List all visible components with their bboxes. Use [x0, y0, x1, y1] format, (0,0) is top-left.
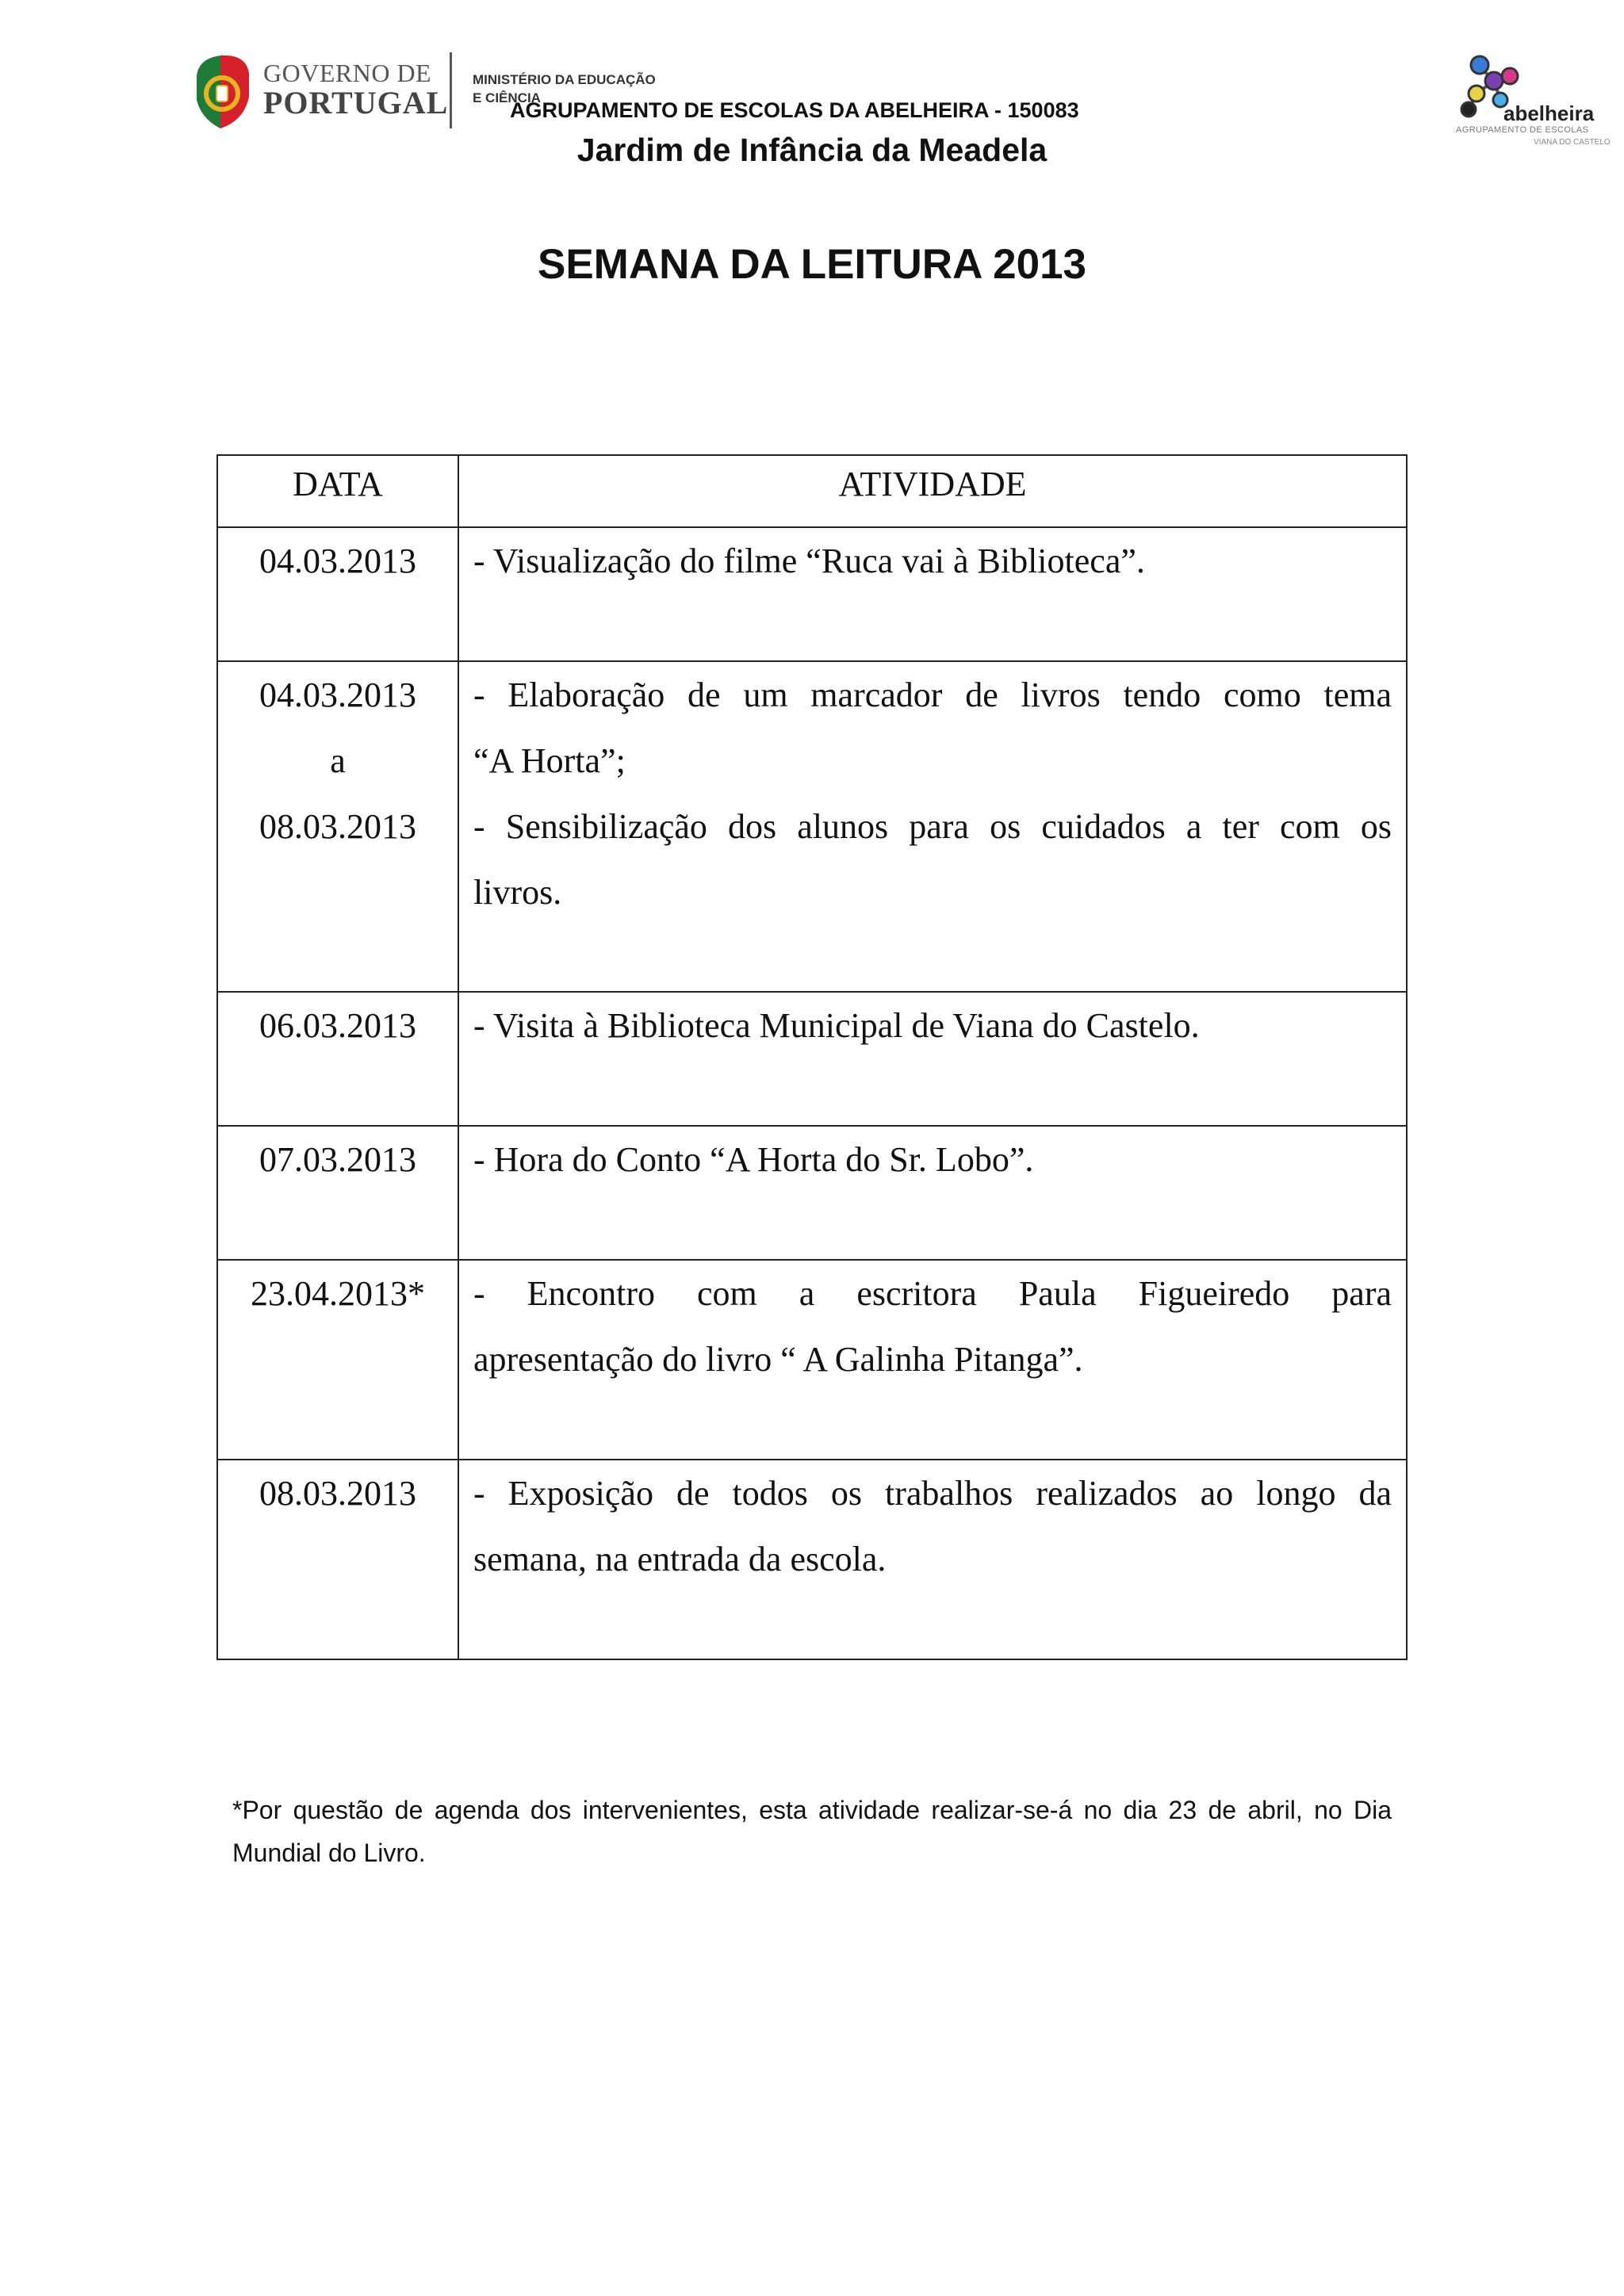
gov-logo-line2: PORTUGAL: [263, 85, 449, 121]
table-row: [217, 661, 1407, 992]
date-line: 08.03.2013: [259, 1474, 416, 1513]
activity-line: - Exposição de todos os trabalhos realizados ao longo da: [473, 1474, 1392, 1513]
activity-line: - Encontro com a escritora Paula Figueiredo para: [473, 1274, 1392, 1313]
activity-cell: [458, 1126, 1407, 1260]
activity-line: - Visualização do filme “Ruca vai à Biblioteca”.: [473, 541, 1145, 580]
date-line: a: [330, 741, 346, 780]
table-row: [217, 527, 1407, 661]
date-line: 04.03.2013: [259, 541, 416, 580]
date-cell: [217, 527, 458, 661]
activity-line: semana, na entrada da escola.: [473, 1540, 887, 1578]
activity-cell: [458, 661, 1407, 992]
footnote: *Por questão de agenda dos intervenientes, esta atividade realizar-se-á no dia 23 de abril, no Dia Mundial do Livro.: [232, 1796, 1392, 1867]
activity-cell: [458, 527, 1407, 661]
government-logo: [193, 49, 669, 136]
activity-line: - Elaboração de um marcador de livros tendo como tema: [473, 675, 1392, 714]
ministry-line1: MINISTÉRIO DA EDUCAÇÃO: [473, 72, 656, 87]
date-cell: [217, 661, 458, 992]
table-row: [217, 1260, 1407, 1460]
date-line: 04.03.2013: [259, 675, 416, 714]
school-logo-city: VIANA DO CASTELO: [1534, 138, 1611, 147]
school-logo-name: abelheira: [1503, 101, 1595, 125]
date-line: 07.03.2013: [259, 1140, 416, 1179]
activity-cell: [458, 1460, 1407, 1659]
table-row: [217, 1126, 1407, 1260]
activity-cell: [458, 1260, 1407, 1460]
document-title: SEMANA DA LEITURA 2013: [537, 241, 1087, 288]
logo-divider: [450, 52, 452, 128]
table-row: [217, 992, 1407, 1126]
activity-line: - Sensibilização dos alunos para os cuidados a ter com os: [473, 807, 1392, 846]
table-row: [217, 1460, 1407, 1659]
gov-logo-line1: GOVERNO DE: [263, 59, 432, 87]
activity-line: - Visita à Biblioteca Municipal de Viana do Castelo.: [473, 1006, 1200, 1045]
date-cell: [217, 992, 458, 1126]
schedule-table: [216, 454, 1408, 1660]
portugal-emblem-icon: [193, 52, 252, 132]
date-cell: [217, 1126, 458, 1260]
date-line: 06.03.2013: [259, 1006, 416, 1045]
date-line: 08.03.2013: [259, 807, 416, 846]
table-header-row: [217, 455, 1407, 527]
school-logo-subtitle: AGRUPAMENTO DE ESCOLAS: [1456, 125, 1589, 135]
activity-cell: [458, 992, 1407, 1126]
date-line: 23.04.2013*: [251, 1274, 425, 1313]
date-cell: [217, 1260, 458, 1460]
header-activity: ATIVIDADE: [458, 455, 1407, 527]
header-date: DATA: [217, 455, 458, 527]
activity-line: livros.: [473, 873, 562, 912]
date-cell: [217, 1460, 458, 1659]
school-group-heading: AGRUPAMENTO DE ESCOLAS DA ABELHEIRA - 150083: [510, 98, 1079, 122]
school-name-heading: Jardim de Infância da Meadela: [576, 132, 1048, 168]
activity-line: “A Horta”;: [473, 741, 626, 780]
gov-wordmark: [263, 60, 448, 119]
ministry-line2: E CIÊNCIA: [473, 90, 541, 105]
activity-line: apresentação do livro “ A Galinha Pitanga”.: [473, 1340, 1083, 1379]
activity-line: - Hora do Conto “A Horta do Sr. Lobo”.: [473, 1140, 1034, 1179]
